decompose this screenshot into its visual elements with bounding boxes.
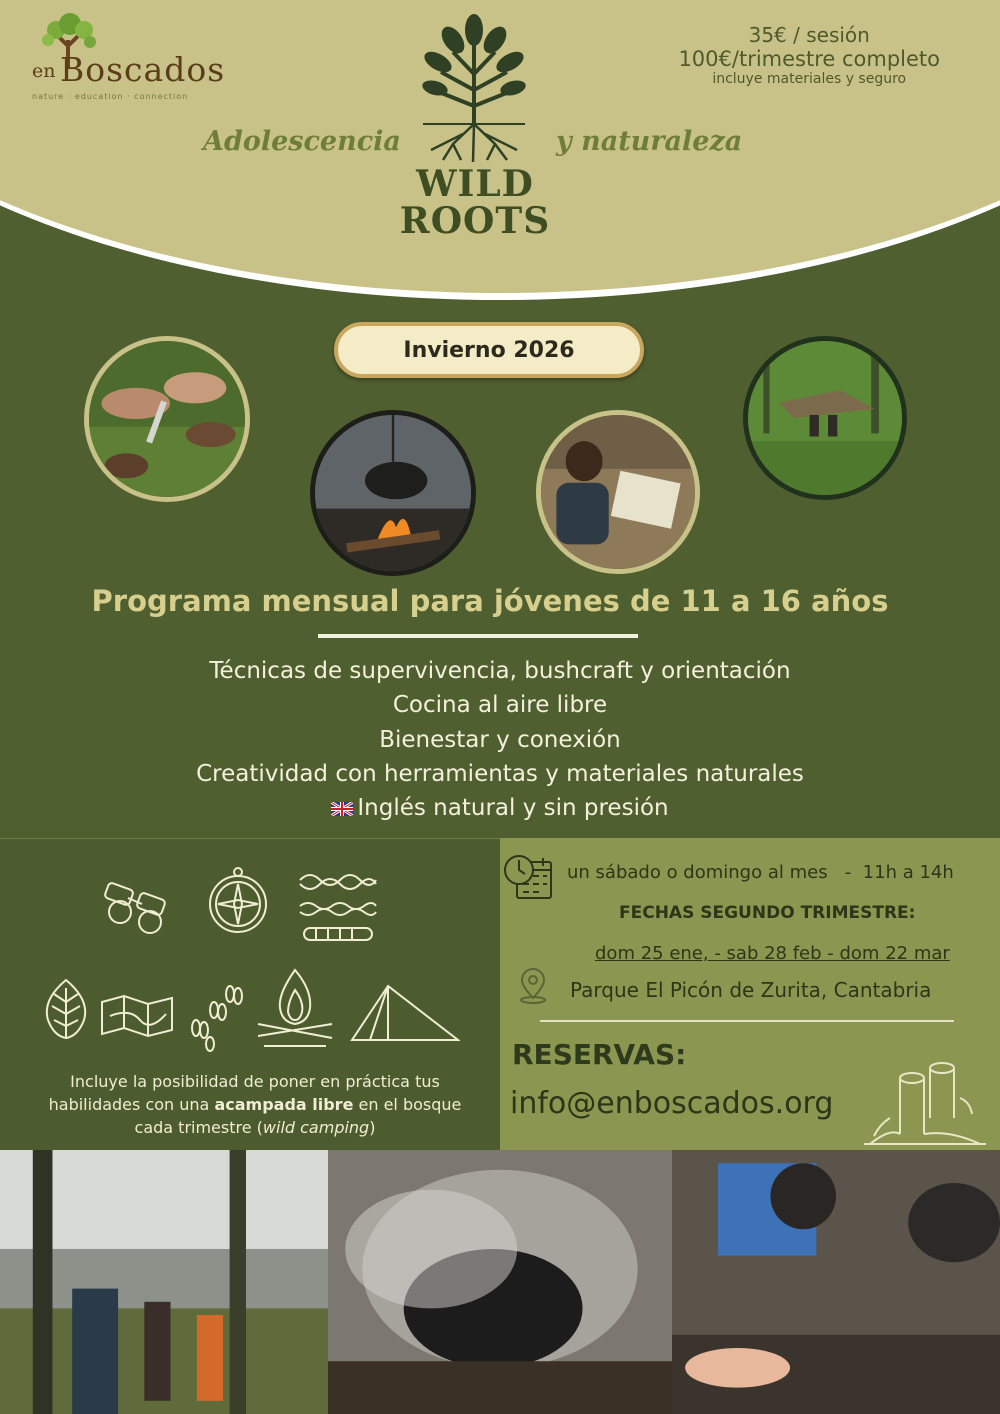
tree-stumps-icon	[860, 1058, 990, 1148]
price-per-term: 100€/trimestre completo	[678, 47, 940, 71]
includes-line2-end: en el bosque	[353, 1095, 462, 1114]
uk-flag-icon	[331, 802, 353, 816]
features-list	[0, 654, 1000, 825]
tagline-left: Adolescencia	[203, 126, 401, 157]
brand-line1: WILD	[416, 163, 534, 205]
price-per-session: 35€ / sesión	[748, 23, 870, 47]
calendar-icon	[503, 852, 553, 900]
photo-forest-tarp-camp	[743, 336, 907, 500]
photo-kettle-fire	[310, 410, 476, 576]
photo-knife-carving	[84, 336, 250, 502]
brand-title	[360, 163, 590, 242]
location-text: Parque El Picón de Zurita, Cantabria	[570, 978, 932, 1002]
location-pin-icon	[518, 968, 548, 1004]
schedule-text: un sábado o domingo al mes - 11h a 14h	[567, 862, 954, 883]
photo-kids-at-fire	[672, 1150, 1000, 1414]
bottom-photo-strip	[0, 1150, 1000, 1414]
includes-highlight: acampada libre	[214, 1095, 354, 1114]
dates-title: FECHAS SEGUNDO TRIMESTRE:	[619, 903, 916, 923]
feature-item: Técnicas de supervivencia, bushcraft y orientación	[209, 658, 791, 684]
includes-line3	[20, 1116, 490, 1139]
includes-line3-start: cada trimestre (	[134, 1118, 263, 1137]
logo-prefix: en	[32, 60, 56, 82]
feature-item: Creatividad con herramientas y materiales naturales	[196, 760, 804, 787]
feature-item: Cocina al aire libre	[392, 692, 608, 719]
feature-item-english	[0, 791, 1000, 825]
photo-smoking-pot	[328, 1150, 672, 1414]
tent-icon	[348, 982, 460, 1044]
email-link[interactable]: info@enboscados.org	[510, 1086, 834, 1121]
price-note: incluye materiales y seguro	[712, 71, 907, 87]
leaf-icon	[40, 978, 92, 1040]
includes-italic: wild camping	[262, 1118, 370, 1137]
map-icon	[100, 994, 174, 1038]
logo-name: Boscados	[60, 50, 226, 89]
binoculars-icon	[100, 876, 176, 936]
logo	[30, 12, 250, 102]
includes-text	[20, 1070, 490, 1139]
campfire-icon	[254, 966, 336, 1052]
feature-item: Bienestar y conexión	[379, 726, 621, 753]
photo-map-reading	[536, 410, 700, 574]
includes-line3-end: )	[369, 1118, 376, 1137]
logo-tagline: nature · education · connection	[32, 92, 189, 101]
reservas-title: RESERVAS:	[512, 1038, 687, 1071]
includes-line1: Incluye la posibilidad de poner en práctica tus	[70, 1072, 440, 1091]
headline-underline	[318, 634, 638, 638]
headline: Programa mensual para jóvenes de 11 a 16 años	[91, 584, 889, 618]
includes-line2	[20, 1093, 490, 1116]
includes-line2-start: habilidades con una	[48, 1095, 215, 1114]
rope-knots-icon	[298, 868, 378, 944]
compass-icon	[206, 866, 270, 936]
pricing	[678, 24, 940, 87]
footprints-icon	[184, 982, 248, 1054]
tree-roots-icon	[413, 14, 535, 164]
brand-line2: ROOTS	[399, 200, 551, 242]
tagline-right: y naturaleza	[556, 126, 743, 157]
season-badge: Invierno 2026	[334, 322, 644, 378]
divider	[540, 1020, 954, 1022]
photo-river-group	[0, 1150, 328, 1414]
feature-english-text: Inglés natural y sin presión	[357, 795, 669, 822]
dates-link[interactable]: dom 25 ene, - sab 28 feb - dom 22 mar	[595, 943, 950, 964]
